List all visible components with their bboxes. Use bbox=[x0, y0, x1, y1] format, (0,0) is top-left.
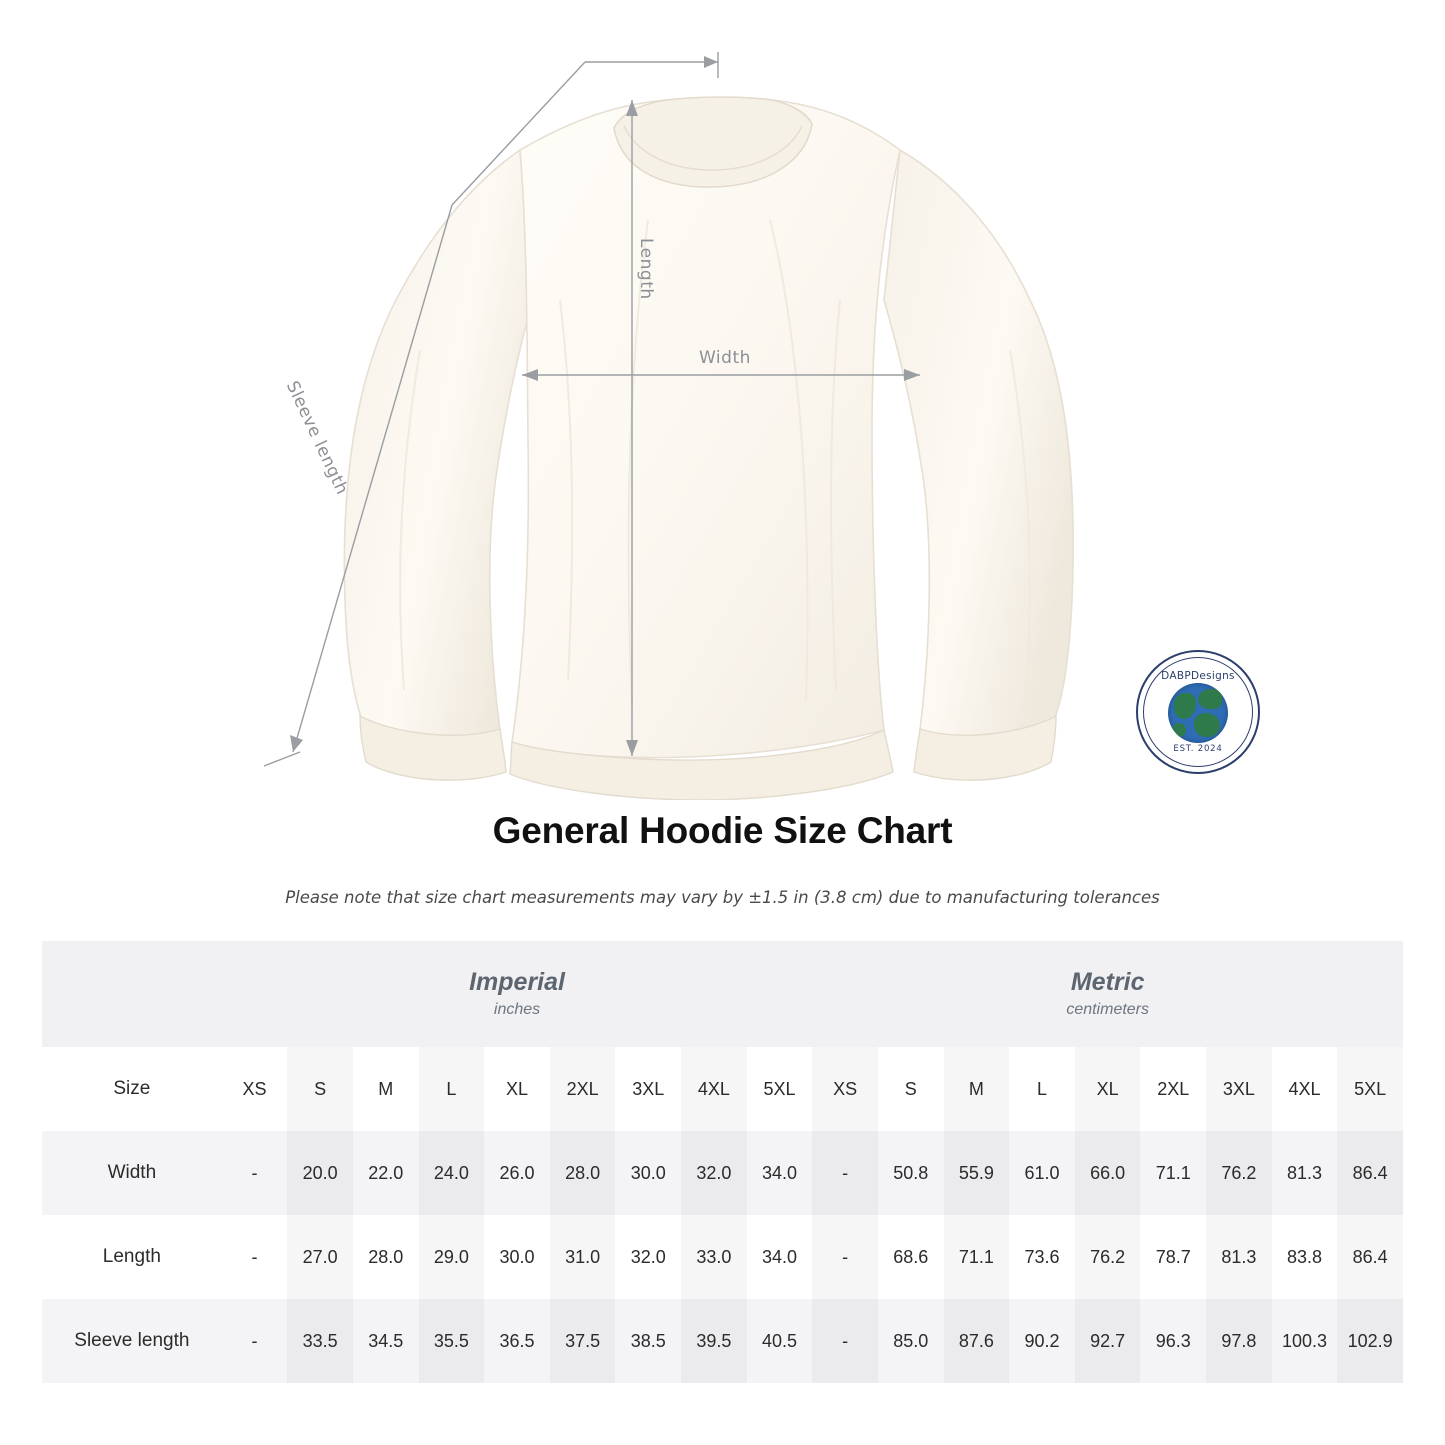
row-label-width: Width bbox=[107, 1162, 157, 1183]
cell-length-xs-in: - bbox=[251, 1246, 258, 1267]
cell-width-4xl-cm: 81.3 bbox=[1287, 1162, 1323, 1183]
cell-length-l-in: 29.0 bbox=[419, 1215, 485, 1299]
cell-width-s-cm: 50.8 bbox=[893, 1162, 929, 1183]
imperial-system-header bbox=[222, 941, 813, 1047]
imperial-label: Imperial bbox=[469, 967, 565, 996]
size-chart-table-wrapper bbox=[42, 941, 1403, 1383]
col-header-4xl-imperial: 4XL bbox=[681, 1047, 747, 1131]
cell-length-xl-in: 30.0 bbox=[499, 1246, 535, 1267]
row-label-length: Length bbox=[102, 1246, 161, 1267]
col-header-2xl-metric: 2XL bbox=[1157, 1078, 1190, 1099]
table-row bbox=[42, 1299, 1403, 1383]
col-header-l-imperial: L bbox=[419, 1047, 485, 1131]
size-header-row bbox=[42, 1047, 1403, 1131]
col-header-m-metric: M bbox=[944, 1047, 1010, 1131]
col-header-s-metric: S bbox=[904, 1078, 917, 1099]
length-dimension-label: Length bbox=[636, 238, 656, 300]
cell-sleeve-l-cm: 90.2 bbox=[1024, 1330, 1060, 1351]
cell-width-3xl-cm: 76.2 bbox=[1206, 1131, 1272, 1215]
col-header-xs-imperial: XS bbox=[242, 1078, 267, 1099]
cell-length-s-in: 27.0 bbox=[287, 1215, 353, 1299]
cell-sleeve-5xl-cm: 102.9 bbox=[1337, 1299, 1403, 1383]
brand-established: EST. 2024 bbox=[1173, 744, 1223, 754]
cell-length-xl-cm: 76.2 bbox=[1075, 1215, 1141, 1299]
cell-length-4xl-cm: 83.8 bbox=[1287, 1246, 1323, 1267]
row-header-size: Size bbox=[113, 1078, 151, 1099]
cell-sleeve-m-cm: 87.6 bbox=[944, 1299, 1010, 1383]
cell-sleeve-xs-cm: - bbox=[812, 1299, 878, 1383]
system-header-row bbox=[42, 941, 1403, 1047]
cell-width-xl-in: 26.0 bbox=[499, 1162, 535, 1183]
cell-length-xs-cm: - bbox=[812, 1215, 878, 1299]
cell-sleeve-3xl-cm: 97.8 bbox=[1206, 1299, 1272, 1383]
col-header-xl-imperial: XL bbox=[506, 1078, 529, 1099]
col-header-s-imperial: S bbox=[287, 1047, 353, 1131]
cell-width-xs-in: - bbox=[251, 1162, 258, 1183]
width-dimension-label: Width bbox=[699, 348, 751, 368]
col-header-5xl-metric: 5XL bbox=[1337, 1047, 1403, 1131]
cell-sleeve-xs-in: - bbox=[251, 1330, 258, 1351]
globe-icon bbox=[1168, 683, 1228, 743]
cell-width-5xl-in: 34.0 bbox=[762, 1162, 798, 1183]
row-label-sleeve-length: Sleeve length bbox=[74, 1330, 190, 1351]
measurement-note: Please note that size chart measurements may vary by ±1.5 in (3.8 cm) due to manufacturing tolerances bbox=[285, 888, 1160, 907]
cell-width-m-cm: 55.9 bbox=[944, 1131, 1010, 1215]
col-header-xl-metric: XL bbox=[1075, 1047, 1141, 1131]
imperial-unit: inches bbox=[493, 1001, 541, 1019]
cell-length-l-cm: 73.6 bbox=[1024, 1246, 1060, 1267]
metric-system-header bbox=[812, 941, 1403, 1047]
brand-logo bbox=[1136, 650, 1260, 774]
cell-width-xs-cm: - bbox=[812, 1131, 878, 1215]
cell-width-3xl-in: 30.0 bbox=[630, 1162, 666, 1183]
cell-width-5xl-cm: 86.4 bbox=[1337, 1131, 1403, 1215]
brand-name: DABPDesigns bbox=[1161, 670, 1235, 682]
col-header-2xl-imperial: 2XL bbox=[550, 1047, 616, 1131]
col-header-3xl-metric: 3XL bbox=[1206, 1047, 1272, 1131]
cell-length-4xl-in: 33.0 bbox=[681, 1215, 747, 1299]
cell-sleeve-m-in: 34.5 bbox=[368, 1330, 404, 1351]
cell-length-3xl-cm: 81.3 bbox=[1206, 1215, 1272, 1299]
cell-width-4xl-in: 32.0 bbox=[681, 1131, 747, 1215]
cell-sleeve-3xl-in: 38.5 bbox=[630, 1330, 666, 1351]
cell-sleeve-5xl-in: 40.5 bbox=[762, 1330, 798, 1351]
col-header-l-metric: L bbox=[1037, 1078, 1048, 1099]
table-row bbox=[42, 1215, 1403, 1299]
cell-sleeve-s-cm: 85.0 bbox=[893, 1330, 929, 1351]
cell-length-2xl-cm: 78.7 bbox=[1155, 1246, 1191, 1267]
cell-length-3xl-in: 32.0 bbox=[630, 1246, 666, 1267]
cell-width-m-in: 22.0 bbox=[368, 1162, 404, 1183]
col-header-4xl-metric: 4XL bbox=[1288, 1078, 1321, 1099]
cell-width-xl-cm: 66.0 bbox=[1075, 1131, 1141, 1215]
sleeve-length-dimension-label: Sleeve length bbox=[281, 378, 353, 498]
cell-length-s-cm: 68.6 bbox=[893, 1246, 929, 1267]
cell-sleeve-4xl-in: 39.5 bbox=[681, 1299, 747, 1383]
cell-sleeve-4xl-cm: 100.3 bbox=[1282, 1330, 1328, 1351]
cell-length-m-cm: 71.1 bbox=[944, 1215, 1010, 1299]
cell-width-l-in: 24.0 bbox=[419, 1131, 485, 1215]
cell-width-2xl-cm: 71.1 bbox=[1155, 1162, 1191, 1183]
cell-length-m-in: 28.0 bbox=[368, 1246, 404, 1267]
cell-sleeve-2xl-in: 37.5 bbox=[550, 1299, 616, 1383]
cell-sleeve-s-in: 33.5 bbox=[287, 1299, 353, 1383]
metric-unit: centimeters bbox=[1066, 1001, 1150, 1019]
empty-corner-cell bbox=[42, 941, 222, 1047]
cell-sleeve-l-in: 35.5 bbox=[419, 1299, 485, 1383]
col-header-m-imperial: M bbox=[378, 1078, 394, 1099]
table-row bbox=[42, 1131, 1403, 1215]
cell-width-s-in: 20.0 bbox=[287, 1131, 353, 1215]
cell-length-5xl-cm: 86.4 bbox=[1337, 1215, 1403, 1299]
metric-label: Metric bbox=[1070, 967, 1145, 996]
cell-length-2xl-in: 31.0 bbox=[550, 1215, 616, 1299]
cell-width-l-cm: 61.0 bbox=[1024, 1162, 1060, 1183]
col-header-3xl-imperial: 3XL bbox=[632, 1078, 665, 1099]
size-chart-table bbox=[42, 941, 1403, 1383]
col-header-5xl-imperial: 5XL bbox=[763, 1078, 796, 1099]
cell-width-2xl-in: 28.0 bbox=[550, 1131, 616, 1215]
cell-sleeve-xl-in: 36.5 bbox=[499, 1330, 535, 1351]
page-title: General Hoodie Size Chart bbox=[492, 810, 953, 851]
col-header-xs-metric: XS bbox=[812, 1047, 878, 1131]
cell-length-5xl-in: 34.0 bbox=[762, 1246, 798, 1267]
cell-sleeve-xl-cm: 92.7 bbox=[1075, 1299, 1141, 1383]
cell-sleeve-2xl-cm: 96.3 bbox=[1155, 1330, 1191, 1351]
